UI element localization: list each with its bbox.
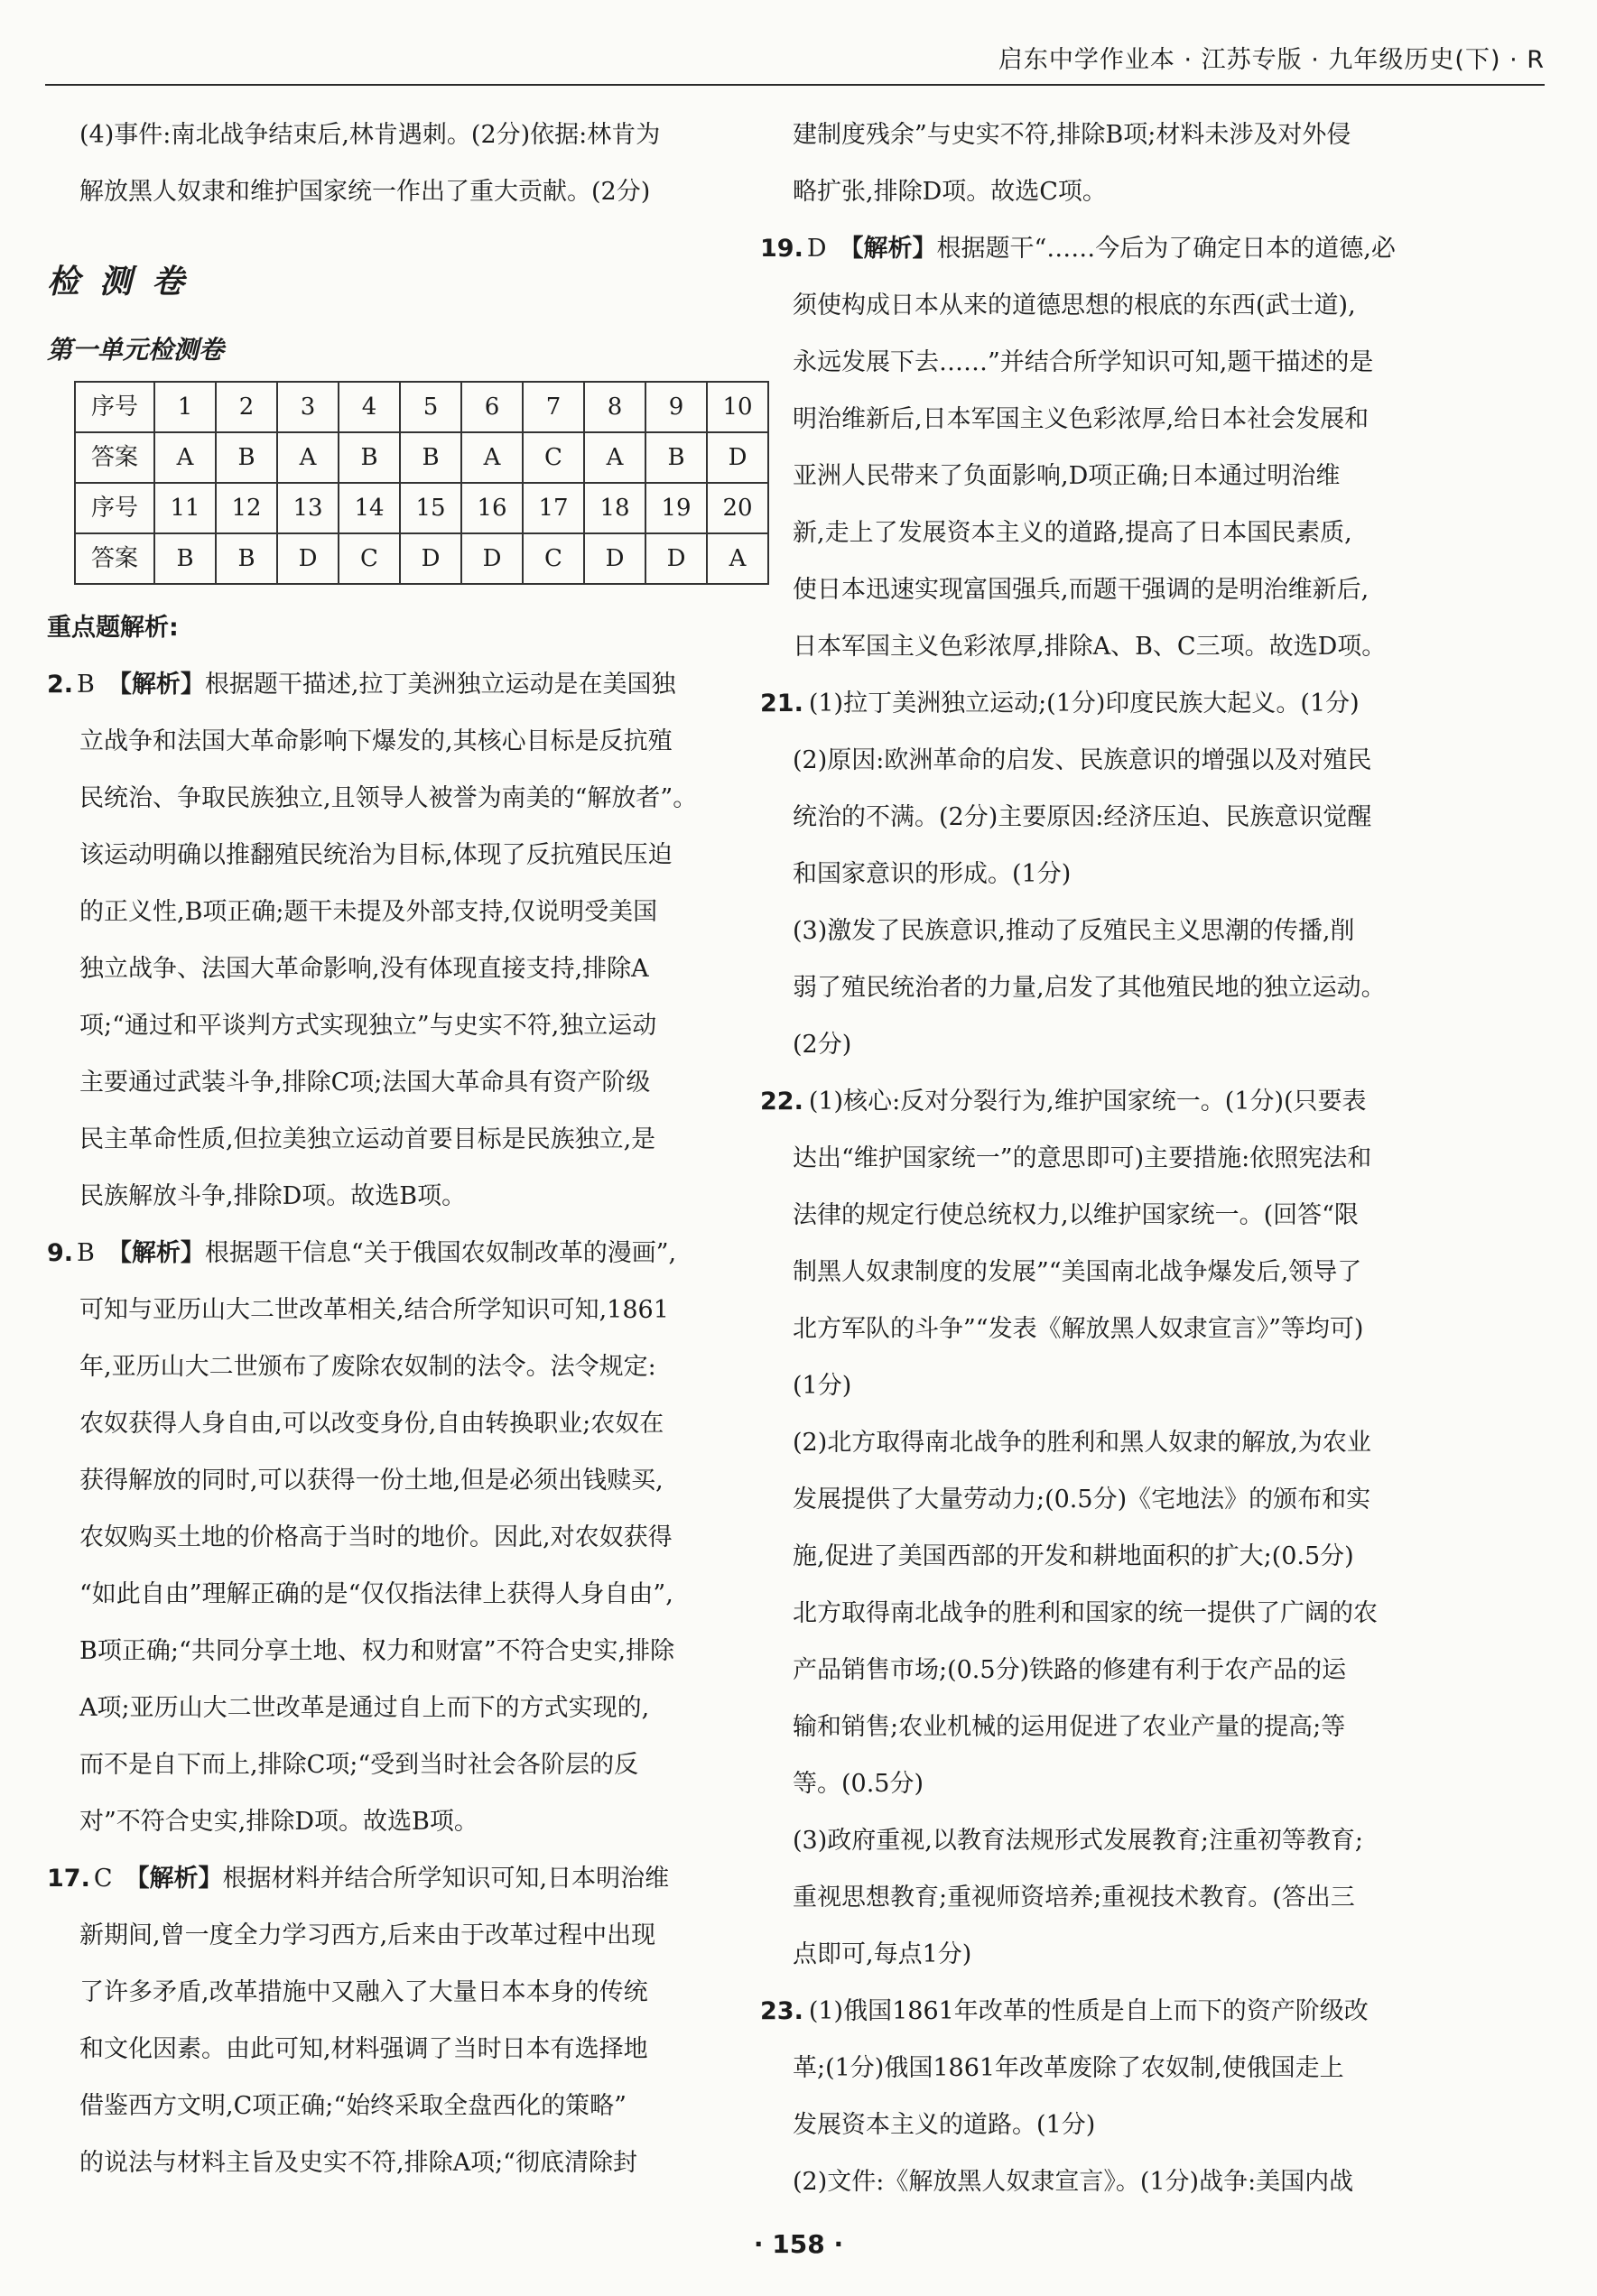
table-cell: 14: [339, 483, 400, 533]
analysis-line: 永远发展下去……”并结合所学知识可知,题干描述的是: [793, 348, 1374, 376]
answer-line: 等。(0.5分): [793, 1770, 924, 1798]
section-title: 检测卷: [47, 264, 205, 301]
analysis-text: 根据题干“……今后为了确定日本的道德,必: [936, 235, 1396, 263]
answer-line: 北方取得南北战争的胜利和国家的统一提供了广阔的农: [793, 1599, 1378, 1627]
answer-line: (2)原因:欧洲革命的启发、民族意识的增强以及对殖民: [793, 746, 1372, 774]
table-row-header: 答案: [75, 533, 154, 584]
answer-line: 重视思想教育;重视师资培养;重视技术教育。(答出三: [793, 1884, 1355, 1912]
analysis-line: 对”不符合史实,排除D项。故选B项。: [79, 1808, 478, 1836]
table-cell: A: [584, 432, 645, 483]
answer-text: (1)核心:反对分裂行为,维护国家统一。(1分)(只要表: [808, 1088, 1367, 1116]
question-number: 19.: [760, 235, 803, 263]
answer-line: 革;(1分)俄国1861年改革废除了农奴制,使俄国走上: [793, 2054, 1344, 2082]
question-number: 17.: [47, 1865, 90, 1893]
table-cell: B: [339, 432, 400, 483]
table-row-header: 序号: [75, 382, 154, 432]
analysis-line: 的正义性,B项正确;题干未提及外部支持,仅说明受美国: [79, 898, 658, 926]
analysis-line: 独立战争、法国大革命影响,没有体现直接支持,排除A: [79, 955, 649, 983]
table-cell: D: [707, 432, 768, 483]
answer-table: [74, 381, 769, 585]
question-21: [760, 675, 1442, 1073]
q17-continued-line: 略扩张,排除D项。故选C项。: [793, 178, 1107, 206]
analysis-line: A项;亚历山大二世改革是通过自上而下的方式实现的,: [79, 1694, 650, 1722]
question-first-line: [760, 220, 1442, 277]
analysis-line: 立战争和法国大革命影响下爆发的,其核心目标是反抗殖: [79, 727, 673, 755]
analysis-line: 民主革命性质,但拉美独立运动首要目标是民族独立,是: [79, 1125, 656, 1153]
table-cell: C: [523, 533, 584, 584]
table-cell: D: [461, 533, 523, 584]
analysis-text: 根据题干描述,拉丁美洲独立运动是在美国独: [204, 671, 676, 699]
analysis-line: 该运动明确以推翻殖民统治为目标,体现了反抗殖民压迫: [79, 841, 673, 869]
analysis-line: 明治维新后,日本军国主义色彩浓厚,给日本社会发展和: [793, 405, 1370, 433]
running-header: 启东中学作业本 · 江苏专版 · 九年级历史(下) · R: [45, 40, 1545, 86]
table-cell: 10: [707, 382, 768, 432]
question-number: 22.: [760, 1088, 803, 1116]
analysis-line: 农奴购买土地的价格高于当时的地价。因此,对农奴获得: [79, 1523, 673, 1551]
analysis-tag: 【解析】: [125, 1865, 223, 1893]
analysis-line: 的说法与材料主旨及史实不符,排除A项;“彻底清除封: [79, 2149, 637, 2177]
answer-letter: B: [77, 1239, 95, 1267]
page-number: · 158 ·: [753, 2229, 844, 2259]
answer-line: 和国家意识的形成。(1分): [793, 860, 1072, 888]
unit-title: 第一单元检测卷: [47, 335, 225, 365]
table-cell: A: [461, 432, 523, 483]
analysis-line: 了许多矛盾,改革措施中又融入了大量日本本身的传统: [79, 1978, 648, 2006]
analysis-line: 项;“通过和平谈判方式实现独立”与史实不符,独立运动: [79, 1012, 657, 1040]
answer-line: 法律的规定行使总统权力,以维护国家统一。(回答“限: [793, 1201, 1359, 1229]
analysis-line: 获得解放的同时,可以获得一份土地,但是必须出钱赎买,: [79, 1467, 664, 1495]
answer-line: 产品销售市场;(0.5分)铁路的修建有利于农产品的运: [793, 1656, 1347, 1684]
answer-line: 北方军队的斗争”“发表《解放黑人奴隶宣言》”等均可): [793, 1315, 1364, 1343]
table-cell: 20: [707, 483, 768, 533]
answer-line: (2)文件:《解放黑人奴隶宣言》。(1分)战争:美国内战: [793, 2168, 1354, 2196]
question-number: 21.: [760, 690, 803, 718]
answer-letter: B: [77, 671, 95, 699]
answer-text: (1)拉丁美洲独立运动;(1分)印度民族大起义。(1分): [808, 690, 1360, 718]
analysis-line: 新期间,曾一度全力学习西方,后来由于改革过程中出现: [79, 1921, 656, 1949]
analysis-line: B项正确;“共同分享土地、权力和财富”不符合史实,排除: [79, 1637, 675, 1665]
analysis-line: 和文化因素。由此可知,材料强调了当时日本有选择地: [79, 2035, 648, 2063]
table-cell: 19: [645, 483, 707, 533]
table-row: [75, 382, 768, 432]
answer-line: (2分): [793, 1031, 852, 1059]
table-cell: 13: [277, 483, 339, 533]
answer-line: (3)激发了民族意识,推动了反殖民主义思潮的传播,削: [793, 917, 1355, 945]
right-column: [760, 106, 1442, 2210]
table-cell: 16: [461, 483, 523, 533]
analysis-tag: 【解析】: [839, 235, 937, 263]
table-cell: A: [707, 533, 768, 584]
table-cell: 12: [216, 483, 277, 533]
answer-letter: D: [806, 235, 827, 263]
question-9: [47, 1225, 733, 1850]
answer-letter: C: [93, 1865, 113, 1893]
question-first-line: [760, 1073, 1442, 1130]
analysis-line: “如此自由”理解正确的是“仅仅指法律上获得人身自由”,: [79, 1580, 673, 1608]
table-cell: D: [277, 533, 339, 584]
question-22: [760, 1073, 1442, 1983]
analysis-tag: 【解析】: [107, 671, 205, 699]
table-cell: A: [277, 432, 339, 483]
table-cell: 5: [400, 382, 461, 432]
table-cell: B: [400, 432, 461, 483]
table-cell: 11: [154, 483, 216, 533]
answer-line: 施,促进了美国西部的开发和耕地面积的扩大;(0.5分): [793, 1542, 1354, 1570]
answer-line: 统治的不满。(2分)主要原因:经济压迫、民族意识觉醒: [793, 803, 1372, 831]
answer-line: 输和销售;农业机械的运用促进了农业产量的提高;等: [793, 1713, 1346, 1741]
analysis-line: 借鉴西方文明,C项正确;“始终采取全盘西化的策略”: [79, 2092, 627, 2120]
analysis-line: 主要通过武装斗争,排除C项;法国大革命具有资产阶级: [79, 1069, 651, 1097]
table-row: [75, 432, 768, 483]
analysis-line: 亚洲人民带来了负面影响,D项正确;日本通过明治维: [793, 462, 1341, 490]
table-cell: 8: [584, 382, 645, 432]
table-cell: C: [523, 432, 584, 483]
answer-line: 发展提供了大量劳动力;(0.5分)《宅地法》的颁布和实: [793, 1486, 1371, 1514]
key-analysis-label: 重点题解析:: [47, 614, 179, 642]
answer-line: (3)政府重视,以教育法规形式发展教育;注重初等教育;: [793, 1827, 1364, 1855]
analysis-line: 民统治、争取民族独立,且领导人被誉为南美的“解放者”。: [79, 784, 698, 812]
table-row: [75, 483, 768, 533]
table-cell: C: [339, 533, 400, 584]
question-first-line: [760, 1983, 1442, 2040]
answer-line: 达出“维护国家统一”的意思即可)主要措施:依照宪法和: [793, 1144, 1372, 1172]
question-23: [760, 1983, 1442, 2210]
table-cell: 15: [400, 483, 461, 533]
question-2: [47, 656, 733, 1225]
table-cell: 9: [645, 382, 707, 432]
analysis-line: 农奴获得人身自由,可以改变身份,自由转换职业;农奴在: [79, 1410, 664, 1438]
table-cell: 17: [523, 483, 584, 533]
table-cell: 7: [523, 382, 584, 432]
table-cell: B: [154, 533, 216, 584]
analysis-line: 民族解放斗争,排除D项。故选B项。: [79, 1182, 467, 1210]
analysis-text: 根据题干信息“关于俄国农奴制改革的漫画”,: [204, 1239, 677, 1267]
analysis-line: 新,走上了发展资本主义的道路,提高了日本国民素质,: [793, 519, 1352, 547]
answer-line: (1分): [793, 1372, 852, 1400]
analysis-line: 须使构成日本从来的道德思想的根底的东西(武士道),: [793, 292, 1356, 319]
question-number: 9.: [47, 1239, 74, 1267]
table-cell: 2: [216, 382, 277, 432]
table-cell: A: [154, 432, 216, 483]
left-column: [47, 106, 753, 2191]
answer-line: 发展资本主义的道路。(1分): [793, 2111, 1096, 2139]
answer-line: 点即可,每点1分): [793, 1940, 972, 1968]
table-cell: B: [645, 432, 707, 483]
question-first-line: [47, 656, 733, 713]
answer-text: (1)俄国1861年改革的性质是自上而下的资产阶级改: [808, 1997, 1369, 2025]
question-19: [760, 220, 1442, 675]
table-cell: 6: [461, 382, 523, 432]
analysis-line: 使日本迅速实现富国强兵,而题干强调的是明治维新后,: [793, 576, 1370, 604]
question-number: 2.: [47, 671, 74, 699]
analysis-line: 日本军国主义色彩浓厚,排除A、B、C三项。故选D项。: [793, 633, 1387, 661]
question-17: [47, 1850, 733, 2191]
table-row-header: 序号: [75, 483, 154, 533]
table-cell: D: [400, 533, 461, 584]
table-row: [75, 533, 768, 584]
table-cell: B: [216, 533, 277, 584]
intro-line: 解放黑人奴隶和维护国家统一作出了重大贡献。(2分): [79, 178, 651, 206]
table-cell: D: [584, 533, 645, 584]
analysis-line: 可知与亚历山大二世改革相关,结合所学知识可知,1861: [79, 1296, 669, 1324]
table-cell: 18: [584, 483, 645, 533]
answer-line: 制黑人奴隶制度的发展”“美国南北战争爆发后,领导了: [793, 1258, 1362, 1286]
table-cell: B: [216, 432, 277, 483]
question-first-line: [47, 1850, 733, 1907]
question-number: 23.: [760, 1997, 803, 2025]
table-cell: 1: [154, 382, 216, 432]
question-first-line: [760, 675, 1442, 732]
table-row-header: 答案: [75, 432, 154, 483]
analysis-tag: 【解析】: [107, 1239, 205, 1267]
analysis-line: 年,亚历山大二世颁布了废除农奴制的法令。法令规定:: [79, 1353, 656, 1381]
question-first-line: [47, 1225, 733, 1282]
answer-line: (2)北方取得南北战争的胜利和黑人奴隶的解放,为农业: [793, 1429, 1371, 1457]
table-cell: D: [645, 533, 707, 584]
intro-line: (4)事件:南北战争结束后,林肯遇刺。(2分)依据:林肯为: [79, 121, 661, 149]
table-cell: 3: [277, 382, 339, 432]
analysis-line: 而不是自下而上,排除C项;“受到当时社会各阶层的反: [79, 1751, 639, 1779]
table-cell: 4: [339, 382, 400, 432]
analysis-text: 根据材料并结合所学知识可知,日本明治维: [222, 1865, 670, 1893]
answer-line: 弱了殖民统治者的力量,启发了其他殖民地的独立运动。: [793, 974, 1386, 1002]
q17-continued-line: 建制度残余”与史实不符,排除B项;材料未涉及对外侵: [793, 121, 1351, 149]
